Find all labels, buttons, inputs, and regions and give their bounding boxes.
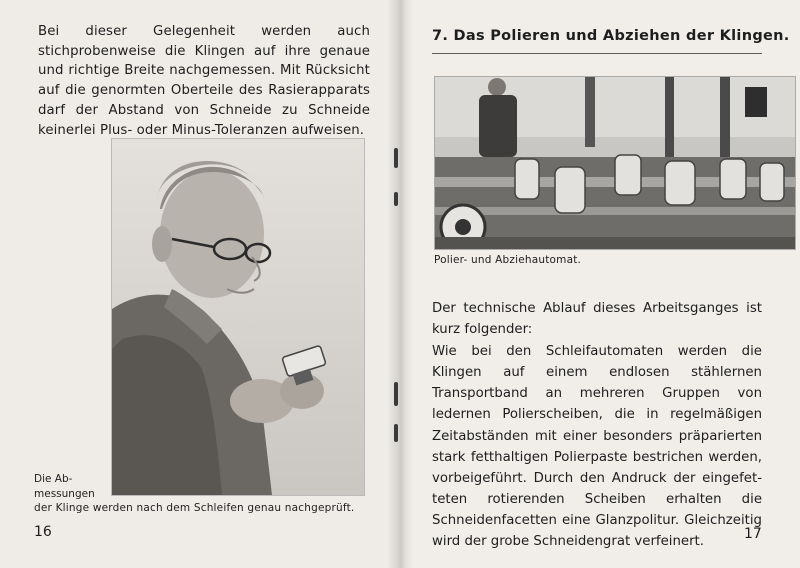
staple-mark xyxy=(394,148,398,168)
photo-polishing-machine xyxy=(434,76,796,250)
photo-man-inspecting-blade-graphic xyxy=(112,139,364,495)
staple-mark xyxy=(394,382,398,406)
staple-mark xyxy=(394,424,398,442)
right-photo-caption: Polier- und Abziehautomat. xyxy=(434,254,582,266)
book-gutter xyxy=(386,0,414,568)
page-number-right: 17 xyxy=(744,526,762,542)
heading-underline xyxy=(432,53,762,54)
right-paragraph-2: Wie bei den Schleifautomaten werden die Klingen auf einem endlosen stählernen Transportband an mehreren Gruppen von ledernen Polierscheiben, die in regelmäßigen Zeitabständen mit einer besonders präparierten stark fetthaltigen Polierpaste bestrichen werden, vorbeigeführt. Durch den Andruck der eingefetteten rotierenden Scheiben erhalten die Schneidenfacetten eine Glanzpolitur. Gleichzeitig wird der grobe Schneidengrat verfeinert. xyxy=(432,344,762,550)
right-page xyxy=(400,0,800,568)
right-paragraph-1: Der technische Ablauf dieses Arbeitsganges ist kurz folgender: xyxy=(432,301,762,338)
right-text-block xyxy=(432,298,762,553)
staple-mark xyxy=(394,192,398,206)
photo-man-inspecting-blade xyxy=(111,138,365,496)
left-paragraph: Bei dieser Gelegenheit werden auch stichprobenweise die Klingen auf ihre genaue und richtige Breite nachgemessen. Mit Rücksicht auf die genormten Oberteile des Rasierapparats darf der Abstand von Schneide zu Schneide keinerlei Plus- oder Minus-Toleranzen aufweisen. xyxy=(38,24,370,138)
section-heading: 7. Das Polieren und Abziehen der Klingen. xyxy=(432,28,790,44)
left-photo-caption-part2: der Klinge werden nach dem Schleifen genau nachgeprüft. xyxy=(34,502,355,514)
page-number-left: 16 xyxy=(34,524,52,540)
left-photo-caption-part1: Die Abmessungen xyxy=(34,473,95,500)
photo-polishing-machine-graphic xyxy=(435,77,795,249)
